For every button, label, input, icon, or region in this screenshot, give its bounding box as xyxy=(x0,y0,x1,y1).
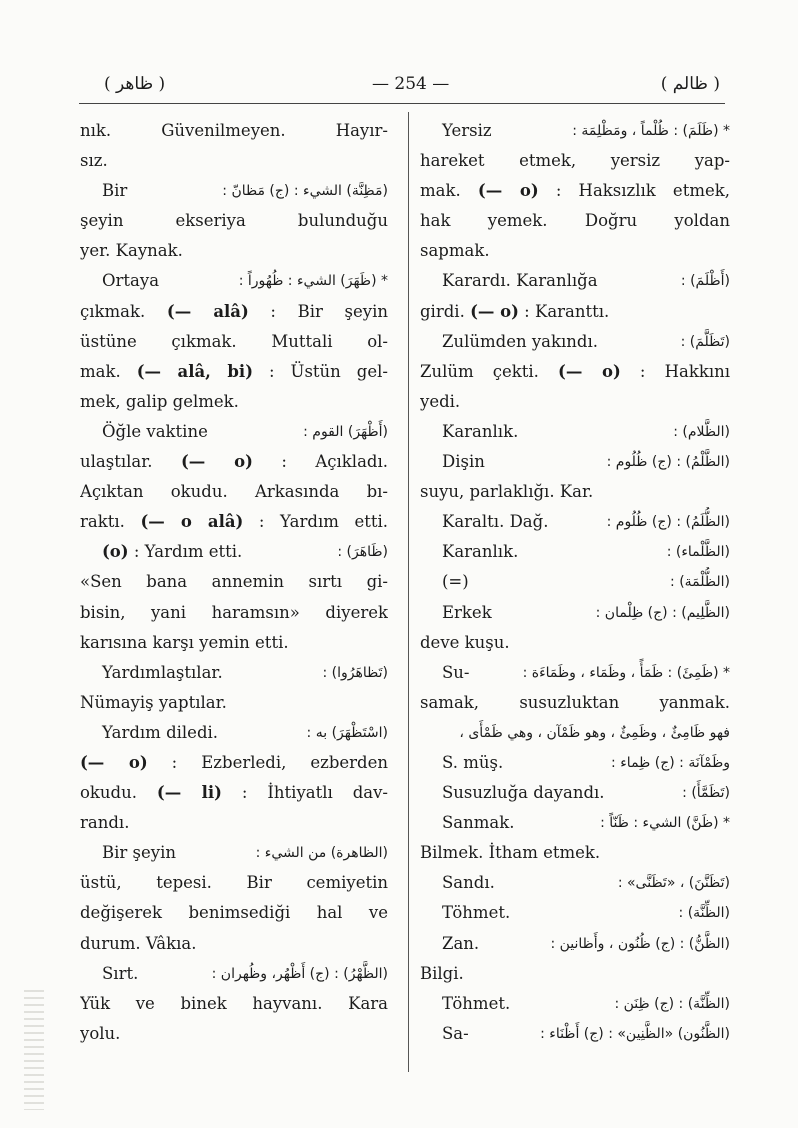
scan-noise xyxy=(24,990,44,1110)
entry-line xyxy=(420,929,730,959)
entry-line: değişerek benimsediği hal ve xyxy=(80,903,388,923)
entry-line xyxy=(420,537,730,567)
definition-text: Sandı. xyxy=(442,873,495,893)
entry-line xyxy=(80,266,388,296)
arabic-headword: (الظُّلْمَة) : xyxy=(670,574,730,591)
page-header xyxy=(0,66,798,100)
definition-text: Karaltı. Dağ. xyxy=(442,512,549,532)
arabic-headword: * (ظَنَّ) الشيء : ظَنّاً : xyxy=(600,815,730,832)
entry-line: okudu. (— li) : İhtiyatlı dav- xyxy=(80,783,388,803)
arabic-headword: (تَظَمَّأَ) : xyxy=(682,785,730,802)
entry-line: yolu. xyxy=(80,1023,121,1043)
arabic-headword: (الظَّلْماء) : xyxy=(666,544,730,561)
entry-line xyxy=(80,959,388,989)
definition-text: Su- xyxy=(442,662,470,682)
definition-text: Öğle vaktine xyxy=(102,421,208,441)
definition-text: Sa- xyxy=(442,1023,469,1043)
entry-line xyxy=(80,417,388,447)
entry-line: şeyin ekseriya bulunduğu xyxy=(80,211,388,231)
entry-line: yer. Kaynak. xyxy=(80,241,183,261)
definition-text: Karardı. Karanlığa xyxy=(442,271,598,291)
arabic-headword: فهو ظَامِئٌ ، وظَمِئٌ ، وهو ظَمْآن ، وهي ظَمْأَى ، xyxy=(459,724,730,741)
arabic-headword: (اسْتَظْهَرَ) به : xyxy=(306,724,388,741)
arabic-headword: (تَظَلَّمَ) : xyxy=(680,333,730,350)
entry-line: «Sen bana annemin sırtı gi- xyxy=(80,572,388,592)
definition-text: Töhmet. xyxy=(442,903,511,923)
arabic-headword: (الظُّلَمُ) : (ج) ظُلُوم : xyxy=(606,514,730,531)
definition-text: Zulümden yakındı. xyxy=(442,331,598,351)
arabic-headword: * (ظَهَرَ) الشيء : ظُهُوراً : xyxy=(238,273,388,290)
arabic-headword: (الظَّلْمُ) : (ج) ظُلُوم : xyxy=(606,454,730,471)
header-left-guide-word: ( ظاهر ) xyxy=(104,74,166,94)
left-column xyxy=(80,116,388,1049)
arabic-headword: (أَظْلَمَ) : xyxy=(680,273,730,290)
arabic-headword: (الظِّنَّة) : (ج) ظِنَن : xyxy=(614,995,730,1012)
entry-line: Yük ve binek hayvanı. Kara xyxy=(80,993,388,1013)
page-number: — 254 — xyxy=(372,74,450,94)
arabic-headword: (مَظِنَّة) الشيء : (ج) مَظانّ : xyxy=(222,183,388,200)
entry-line xyxy=(420,417,730,447)
arabic-headword: (الظَّلام) : xyxy=(673,423,730,440)
entry-line xyxy=(80,838,388,868)
entry-line: hak yemek. Doğru yoldan xyxy=(420,211,730,231)
entry-line xyxy=(80,537,388,567)
entry-line: (— o) : Ezberledi, ezberden xyxy=(80,752,388,772)
definition-text: Yersiz xyxy=(442,121,492,140)
entry-line: mek, galip gelmek. xyxy=(80,391,239,411)
arabic-headword: (الظَّنُون) «الظَّنِين» : (ج) أَظْنَاء : xyxy=(540,1025,730,1042)
entry-line: randı. xyxy=(80,813,130,833)
entry-line: Bilgi. xyxy=(420,963,464,983)
definition-text: Karanlık. xyxy=(442,542,519,562)
definition-text: Bir şeyin xyxy=(102,843,176,863)
arabic-headword: (تَظاهَرُوا) : xyxy=(322,664,388,681)
entry-line: üstü, tepesi. Bir cemiyetin xyxy=(80,873,388,893)
definition-text: Yardım diledi. xyxy=(102,722,219,742)
entry-line: raktı. (— o alâ) : Yardım etti. xyxy=(80,512,388,532)
arabic-headword: (الظَّنُّ) : (ج) ظُنُون ، وأَظانين : xyxy=(550,935,730,952)
arabic-headword: (تَظَنَّنَ) ، «تَظَنَّى» : xyxy=(617,875,730,892)
definition-text: Sanmak. xyxy=(442,813,515,833)
definition-text: Bir xyxy=(102,181,128,201)
entry-line xyxy=(80,176,388,206)
arabic-headword: * (ظَمِئَ) : ظَمَأً ، وظَمَاء ، وظَمَاءَة : xyxy=(522,664,730,681)
entry-line: Zulüm çekti. (— o) : Hakkını xyxy=(420,361,730,381)
entry-line: girdi. (— o) : Karanttı. xyxy=(420,301,610,321)
entry-line: mak. (— o) : Haksızlık etmek, xyxy=(420,181,730,201)
entry-line: mak. (— alâ, bi) : Üstün gel- xyxy=(80,361,388,381)
entry-line xyxy=(420,266,730,296)
definition-text: Dişin xyxy=(442,452,485,472)
definition-text: Karanlık. xyxy=(442,421,519,441)
definition-text: (o) : Yardım etti. xyxy=(102,542,243,562)
entry-line xyxy=(420,808,730,838)
definition-text: (=) xyxy=(442,572,469,592)
entry-line: sapmak. xyxy=(420,241,490,261)
arabic-headword: (الظَّلِيم) : (ج) ظِلْمان : xyxy=(595,604,730,621)
entry-line: deve kuşu. xyxy=(420,632,510,652)
definition-text: S. müş. xyxy=(442,752,504,772)
entry-line xyxy=(420,868,730,898)
entry-line: Bilmek. İtham etmek. xyxy=(420,843,601,863)
entry-line: sız. xyxy=(80,151,108,171)
entry-line xyxy=(420,778,730,808)
column-divider xyxy=(408,112,409,1072)
entry-line: yedi. xyxy=(420,391,461,411)
entry-line xyxy=(420,507,730,537)
definition-text: Sırt. xyxy=(102,963,139,983)
definition-text: Ortaya xyxy=(102,271,160,291)
arabic-headword: (ظَاهَرَ) : xyxy=(337,544,388,561)
entry-line: nık. Güvenilmeyen. Hayır- xyxy=(80,121,388,140)
entry-line xyxy=(420,447,730,477)
arabic-headword: (الظِّنَّة) : xyxy=(678,905,730,922)
arabic-headword: * (ظَلَمَ) : ظُلْماً ، ومَظْلِمَة : xyxy=(572,123,730,139)
entry-line xyxy=(420,1019,730,1049)
entry-line xyxy=(80,718,388,748)
entry-line xyxy=(420,567,730,597)
entry-line xyxy=(420,898,730,928)
entry-line: karısına karşı yemin etti. xyxy=(80,632,289,652)
arabic-headword: (أَظْهَرَ) القوم : xyxy=(303,423,388,440)
entry-line: hareket etmek, yersiz yap- xyxy=(420,151,730,171)
entry-line xyxy=(420,327,730,357)
entry-line: üstüne çıkmak. Muttali ol- xyxy=(80,331,388,351)
entry-line: suyu, parlaklığı. Kar. xyxy=(420,482,594,502)
entry-line: ulaştılar. (— o) : Açıkladı. xyxy=(80,452,388,472)
right-column xyxy=(420,116,730,1049)
entry-line xyxy=(420,598,730,628)
entry-line xyxy=(420,718,730,748)
definition-text: Erkek xyxy=(442,602,492,622)
entry-line xyxy=(420,748,730,778)
definition-text: Zan. xyxy=(442,933,480,953)
entry-line: samak, susuzluktan yanmak. xyxy=(420,692,730,712)
entry-line: Açıktan okudu. Arkasında bı- xyxy=(80,482,388,502)
entry-line: bisin, yani haramsın» diyerek xyxy=(80,602,388,622)
definition-text: Yardımlaştılar. xyxy=(102,662,223,682)
arabic-headword: (الظاهرة) من الشيء : xyxy=(255,845,388,862)
entry-line: durum. Vâkıa. xyxy=(80,933,197,953)
definition-text: Töhmet. xyxy=(442,993,511,1013)
arabic-headword: (الظَّهْرُ) : (ج) أَظْهُر، وظُهران : xyxy=(211,965,388,982)
entry-line xyxy=(420,989,730,1019)
entry-line: Nümayiş yaptılar. xyxy=(80,692,227,712)
entry-line xyxy=(420,116,730,146)
header-rule xyxy=(79,103,725,104)
entry-line xyxy=(80,658,388,688)
arabic-headword: وظَمْآنَة : (ج) ظِماء : xyxy=(611,754,730,771)
header-right-guide-word: ( ظالم ) xyxy=(660,74,720,94)
entry-line xyxy=(420,658,730,688)
definition-text: Susuzluğa dayandı. xyxy=(442,783,605,803)
entry-line: çıkmak. (— alâ) : Bir şeyin xyxy=(80,301,388,321)
